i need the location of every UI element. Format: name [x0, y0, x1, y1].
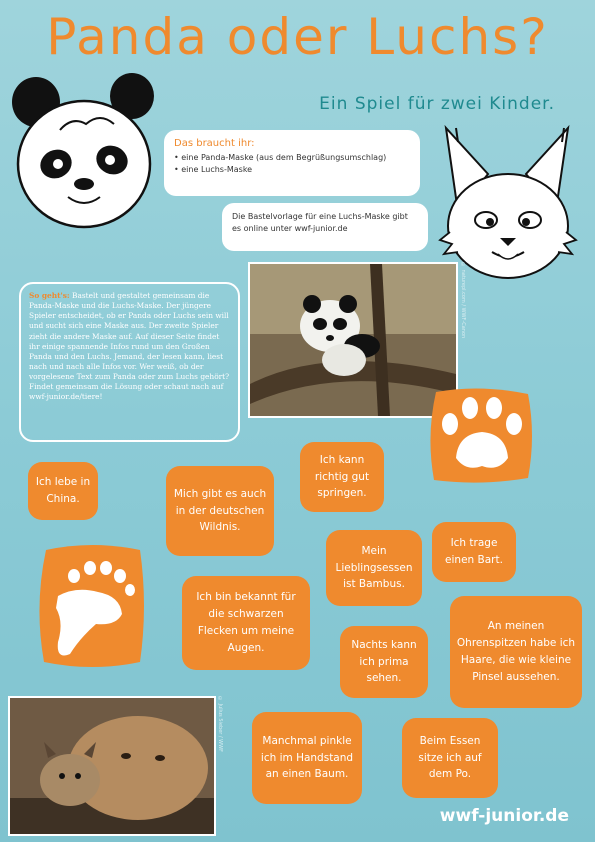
- instructions-text: Bastelt und gestaltet gemeinsam die Panda-Maske und die Luchs-Maske. Der jüngere Spieler entscheidet, ob er Panda oder Luchs sein will und sucht sich eine Maske aus. Der zweite Spieler zieht die andere Maske auf. Auf dieser Seite findet ihr einige spannende Infos rund um den Großen Panda und den Luchs. Jemand, der lesen kann, liest nach und nach alle Infos vor. Wer weiß, ob der vorgelesene Text zum Panda oder zum Luchs gehört? Findet gemeinsam die Lösung oder schaut nach auf wwf-junior.de/tiere!: [29, 291, 230, 402]
- panda-photo-credit: © naturepl.com / WWF-Canon: [460, 262, 466, 339]
- fact-card: Mich gibt es auch in der deutschen Wildnis.: [166, 466, 274, 556]
- lynx-photo: [8, 696, 216, 836]
- supplies-heading: Das braucht ihr:: [174, 138, 255, 149]
- supply-item: • eine Panda-Maske (aus dem Begrüßungsumschlag): [174, 153, 387, 162]
- panda-paw-card: [36, 542, 148, 670]
- panda-mask-illustration: [8, 72, 158, 234]
- lynx-photo-credit: © Julius Sieber / WWF: [217, 696, 223, 752]
- fact-card: Ich bin bekannt für die schwarzen Flecken um meine Augen.: [182, 576, 310, 670]
- fact-card: An meinen Ohrenspitzen habe ich Haare, die wie kleine Pinsel aussehen.: [450, 596, 582, 708]
- fact-card: Beim Essen sitze ich auf dem Po.: [402, 718, 498, 798]
- fact-card: Manchmal pinkle ich im Handstand an einen Baum.: [252, 712, 362, 804]
- fact-card: Ich trage einen Bart.: [432, 522, 516, 582]
- lynx-paw-card: [428, 386, 536, 486]
- fact-card: Nachts kann ich prima sehen.: [340, 626, 428, 698]
- panda-photo: [248, 262, 458, 418]
- fact-card: Ich lebe in China.: [28, 462, 98, 520]
- supplies-bubble: [164, 130, 420, 196]
- supply-item: • eine Luchs-Maske: [174, 164, 253, 174]
- fact-card: Mein Lieblingsessen ist Bambus.: [326, 530, 422, 606]
- fact-card: Ich kann richtig gut springen.: [300, 442, 384, 512]
- footer-website: wwf-junior.de: [439, 806, 569, 826]
- page-subtitle: Ein Spiel für zwei Kinder.: [319, 94, 555, 114]
- page-title: Panda oder Luchs?: [46, 8, 549, 66]
- instructions-box: [19, 282, 240, 442]
- template-note-bubble: Die Bastelvorlage für eine Luchs-Maske gibt es online unter wwf-junior.de: [222, 203, 428, 251]
- instructions-lead: So geht's:: [29, 291, 70, 300]
